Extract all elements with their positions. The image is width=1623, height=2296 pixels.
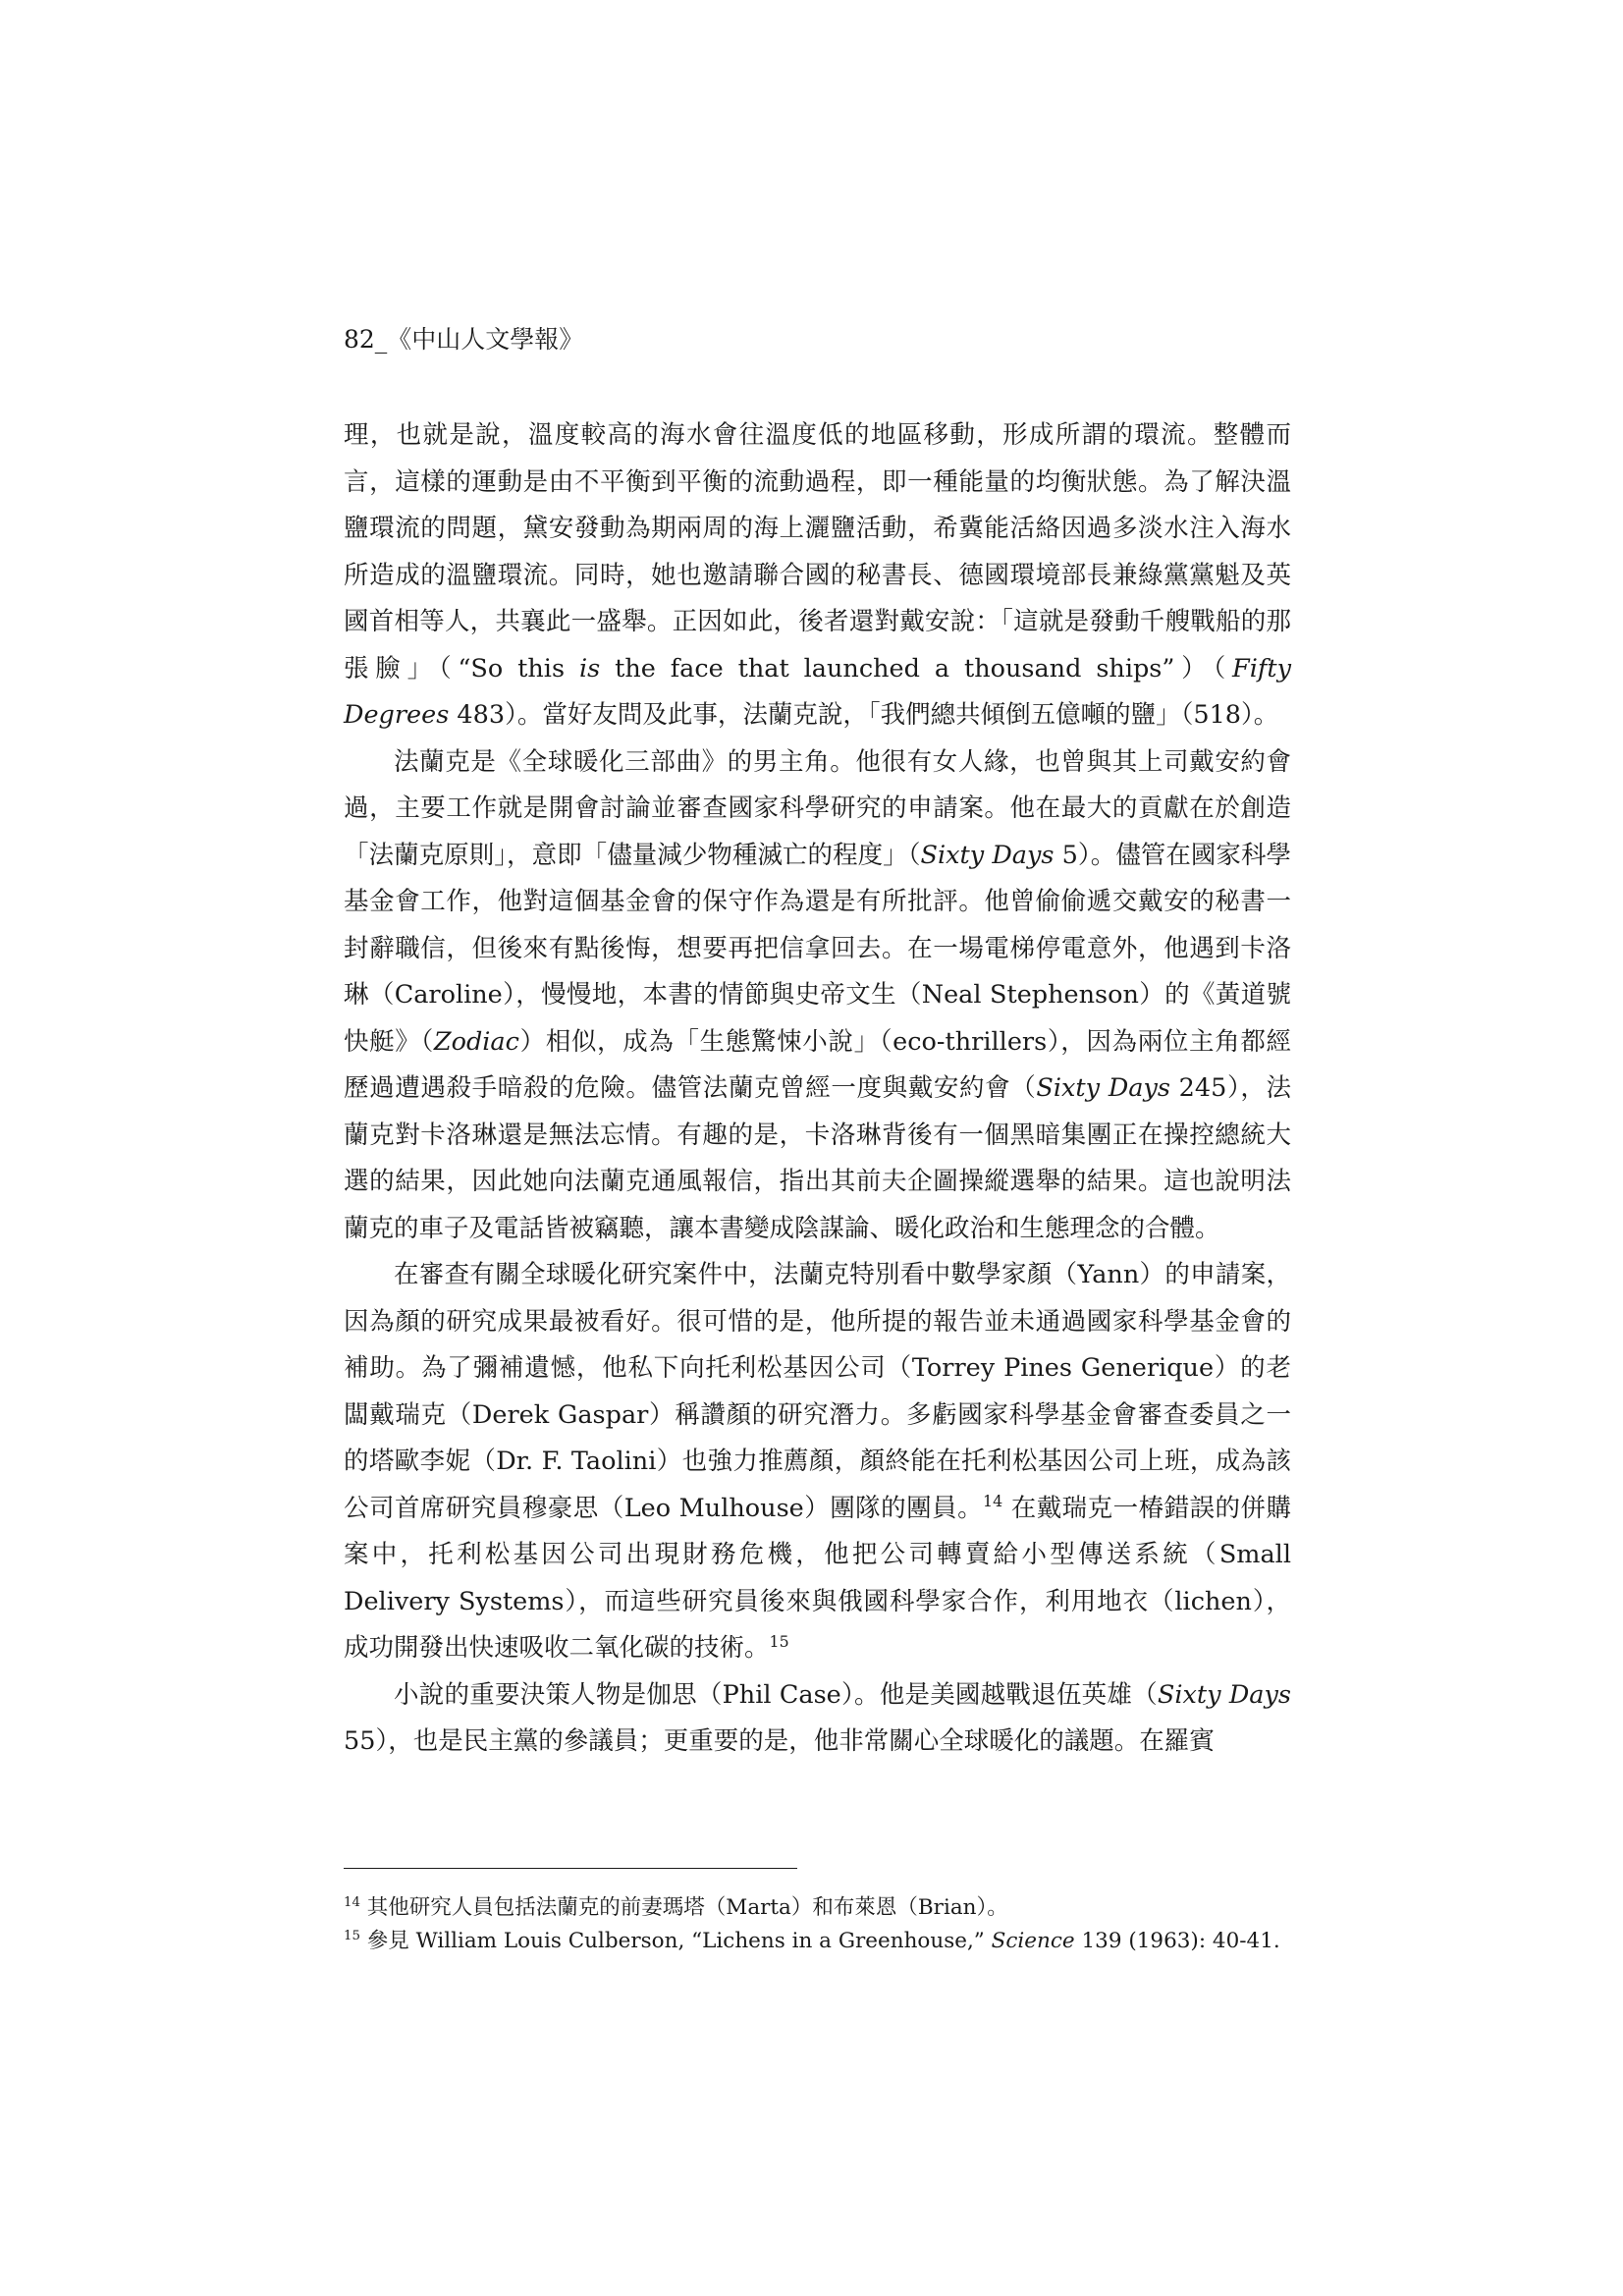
footnote-divider [344, 1868, 797, 1869]
body-text [344, 412, 1291, 1766]
footnote-marker: 15 [769, 1631, 789, 1651]
text-run: 法蘭克是《全球暖化三部曲》的男主角。他很有女人緣，也曾與其上司戴安約會過，主要工作就是開會討論並審查國家科學研究的申請案。他在最大的貢獻在於創造「法蘭克原則」，意即「儘量減少物種滅亡的程度」（ [344, 746, 1291, 870]
italic-title-text: Fifty Degrees [344, 653, 1291, 730]
body-paragraph [344, 1672, 1291, 1766]
italic-title-text: Science [991, 1929, 1075, 1953]
footnotes [344, 1891, 1291, 1958]
text-run: 139 (1963): 40-41. [1074, 1929, 1280, 1953]
text-run: 其他研究人員包括法蘭克的前妻瑪塔（Marta）和布萊恩（Brian）。 [359, 1895, 1008, 1920]
italic-title-text: Sixty Days [1157, 1679, 1292, 1710]
text-run: the face that launched a thousand ships”）（ [600, 653, 1233, 683]
text-run: 483）。當好友問及此事，法蘭克說，「我們總共傾倒五億噸的鹽」（518）。 [449, 700, 1279, 730]
text-run: ）相似，成為「生態驚悚小說」（eco-thrillers），因為兩位主角都經歷過遭遇殺手暗殺的危險。儘管法蘭克曾經一度與戴安約會（ [344, 1026, 1291, 1103]
italic-title-text: Sixty Days [1036, 1073, 1170, 1103]
text-run: 在戴瑞克一椿錯誤的併購案中，托利松基因公司出現財務危機，他把公司轉賣給小型傳送系統（Small Delivery Systems），而這些研究員後來與俄國科學家合作，利用地衣（lichen），成功開發出快速吸收二氧化碳的技術。 [344, 1493, 1291, 1663]
footnote-marker: 14 [983, 1492, 1003, 1511]
body-paragraph [344, 1252, 1291, 1672]
text-run: 在審查有關全球暖化研究案件中，法蘭克特別看中數學家顏（Yann）的申請案，因為顏的研究成果最被看好。很可惜的是，他所提的報告並未通過國家科學基金會的補助。為了彌補遺憾，他私下向托利松基因公司（Torrey Pines Generique）的老闆戴瑞克（Derek Gaspar）稱讚顏的研究潛力。多虧國家科學基金會審查委員之一的塔歐李妮（Dr. F. Taolini）也強力推薦顏，顏終能在托利松基因公司上班，成為該公司首席研究員穆豪思（Leo Mulhouse）團隊的團員。 [344, 1260, 1291, 1523]
text-run: 5）。儘管在國家科學基金會工作，他對這個基金會的保守作為還是有所批評。他曾偷偷遞交戴安的秘書一封辭職信，但後來有點後悔，想要再把信拿回去。在一場電梯停電意外，他遇到卡洛琳（Caroline），慢慢地，本書的情節與史帝文生（Neal Stephenson）的《黃道號快艇》（ [344, 840, 1291, 1057]
body-paragraph [344, 412, 1291, 739]
footnote [344, 1891, 1291, 1925]
text-run: 55），也是民主黨的參議員；更重要的是，他非常關心全球暖化的議題。在羅賓 [344, 1726, 1215, 1756]
footnote-marker: 14 [344, 1895, 360, 1911]
text-run: 參見 William Louis Culberson, “Lichens in a Greenhouse,” [359, 1929, 992, 1953]
running-head: 82_《中山人文學報》 [344, 325, 584, 354]
footnote [344, 1925, 1291, 1958]
text-run: 理，也就是說，溫度較高的海水會往溫度低的地區移動，形成所謂的環流。整體而言，這樣的運動是由不平衡到平衡的流動過程，即一種能量的均衡狀態。為了解決溫鹽環流的問題，黛安發動為期兩周的海上灑鹽活動，希冀能活絡因過多淡水注入海水所造成的溫鹽環流。同時，她也邀請聯合國的秘書長、德國環境部長兼綠黨黨魁及英國首相等人，共襄此一盛舉。正因如此，後者還對戴安說：「這就是發動千艘戰船的那張臉」（“So this [344, 420, 1291, 683]
text-run: 小說的重要決策人物是伽思（Phil Case）。他是美國越戰退伍英雄（ [394, 1679, 1158, 1710]
footnote-marker: 15 [344, 1929, 360, 1944]
body-paragraph [344, 739, 1291, 1253]
italic-title-text: Zodiac [433, 1026, 519, 1057]
italic-title-text: is [578, 653, 601, 683]
italic-title-text: Sixty Days [920, 840, 1055, 870]
text-run: 245），法蘭克對卡洛琳還是無法忘情。有趣的是，卡洛琳背後有一個黑暗集團正在操控總統大選的結果，因此她向法蘭克通風報信，指出其前夫企圖操縱選舉的結果。這也說明法蘭克的車子及電話皆被竊聽，讓本書變成陰謀論、暖化政治和生態理念的合體。 [344, 1073, 1291, 1243]
